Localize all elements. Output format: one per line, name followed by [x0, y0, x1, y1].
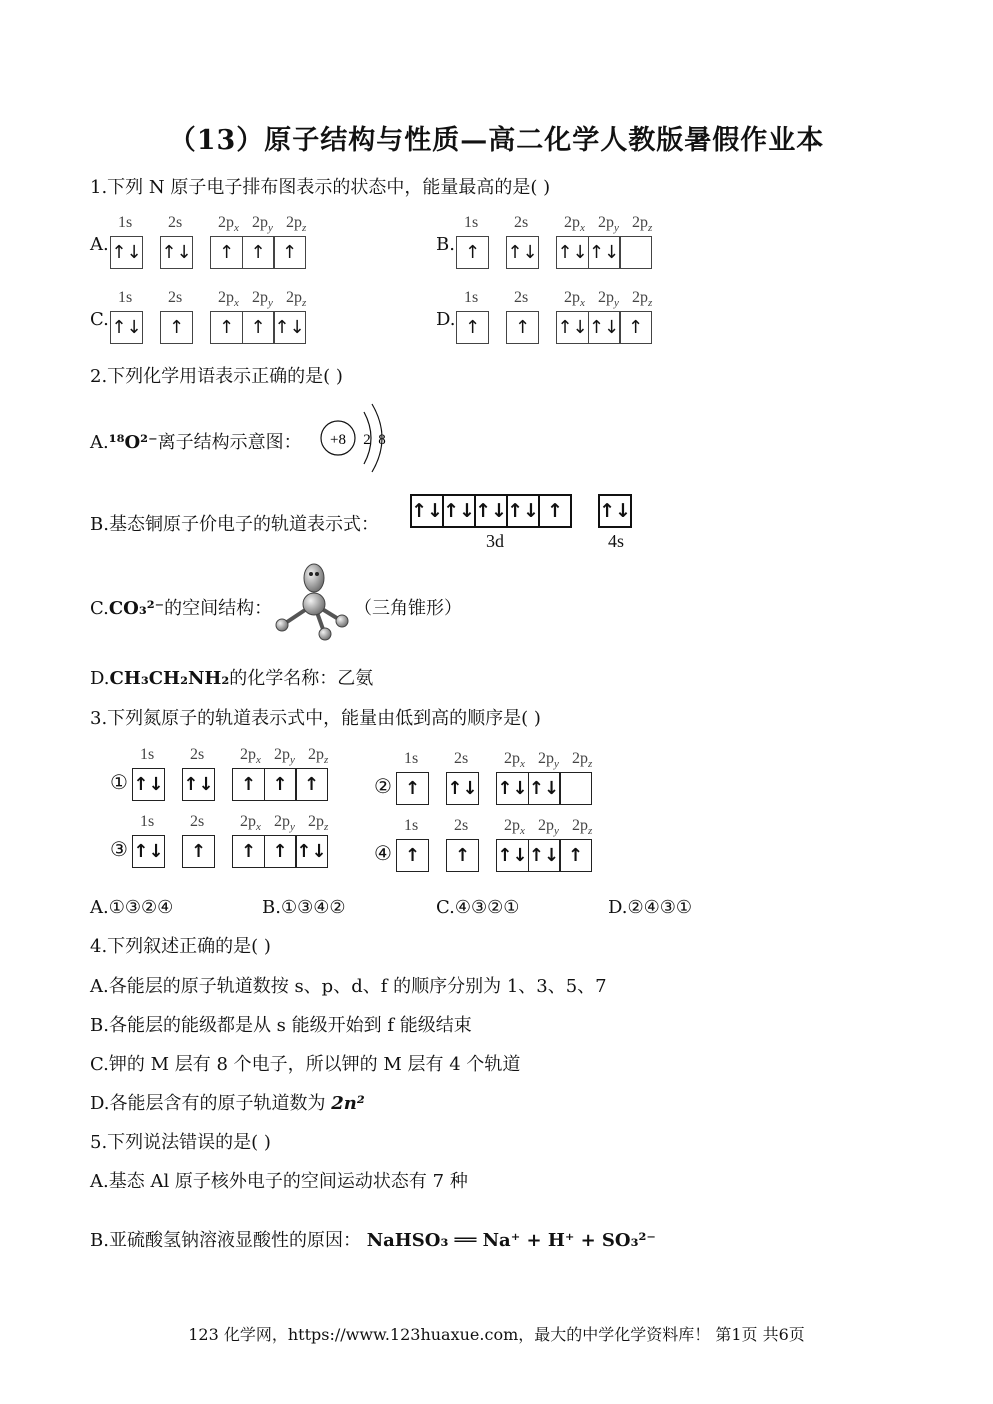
q4-option-c: C.钾的 M 层有 8 个电子，所以钾的 M 层有 4 个轨道: [90, 1054, 521, 1075]
orbital-label: [504, 750, 525, 770]
cu-3d-boxes: [410, 494, 572, 528]
orbital-group: [456, 311, 489, 344]
orbital-label-text: 1s: [404, 817, 419, 834]
orbital-group: [496, 839, 592, 872]
orbital-group: [160, 311, 193, 344]
trigonal-pyramid-model: [268, 562, 352, 644]
orbital-group: [446, 772, 479, 805]
orbital-label: [464, 289, 478, 307]
q2-stem: 2.下列化学用语表示正确的是( ): [90, 366, 343, 387]
orbital-label: [286, 289, 306, 309]
orbital-box: ↑: [396, 772, 429, 805]
shell-2-count: 8: [378, 432, 386, 448]
orbital-box: ↑: [160, 311, 193, 344]
cu-4s-boxes: [598, 494, 632, 528]
orbital-box: ↑: [210, 236, 243, 269]
orbital-box: ↑↓: [506, 236, 539, 269]
q5-option-b: [90, 1226, 656, 1252]
orbital-label: [632, 214, 652, 234]
orbital-box: ↑↓: [588, 236, 621, 269]
orbital-label-text: $2p_y$: [252, 289, 273, 310]
q3-diagram-number: ④: [374, 841, 392, 865]
orbital-label: [504, 817, 525, 837]
q3-diagram-number: ①: [110, 770, 128, 794]
orbital-label: [218, 214, 239, 234]
orbital-label: [252, 214, 273, 234]
page-footer: 123 化学网，https://www.123huaxue.com，最大的中学化学资料库！ 第1页 共6页: [188, 1325, 805, 1344]
orbital-box: ↑: [232, 768, 265, 801]
q1-option-letter: A.: [90, 234, 109, 255]
orbital-box: ↑↓: [588, 311, 621, 344]
orbital-label: [118, 214, 132, 232]
q2-c-shape: （三角锥形）: [354, 598, 462, 619]
orbital-label: [190, 746, 204, 764]
orbital-label-text: $2p_z$: [308, 746, 329, 767]
orbital-label: [538, 817, 559, 837]
q2-a-text: 离子结构示意图：: [157, 432, 302, 453]
orbital-group: [132, 768, 165, 801]
q4-d-text: D.各能层含有的原子轨道数为: [90, 1093, 326, 1114]
q1-option-letter: B.: [436, 234, 455, 255]
orbital-box: ↑: [619, 311, 652, 344]
q2-option-b: B.基态铜原子价电子的轨道表示式：: [90, 514, 379, 535]
orbital-box: ↑: [182, 835, 215, 868]
orbital-group: [506, 236, 539, 269]
orbital-group: [446, 839, 479, 872]
q4-option-a: A.各能层的原子轨道数按 s、p、d、f 的顺序分别为 1、3、5、7: [90, 976, 607, 997]
orbital-label: [286, 214, 306, 234]
orbital-box: ↑↓: [132, 835, 165, 868]
q5-b-formula: NaHSO₃ ══ Na⁺ + H⁺ + SO₃²⁻: [366, 1230, 656, 1251]
q2-d-text: 的化学名称：乙氨: [229, 668, 374, 689]
orbital-label-text: 2s: [514, 214, 529, 231]
orbital-box: ↑↓: [442, 494, 476, 528]
orbital-label: [454, 817, 468, 835]
orbital-box: ↑: [295, 768, 328, 801]
orbital-group: [232, 768, 328, 801]
q5-option-a: A.基态 Al 原子核外电子的空间运动状态有 7 种: [90, 1171, 468, 1192]
orbital-label: [538, 750, 559, 770]
q4-d-formula: 2n²: [331, 1093, 365, 1114]
orbital-label: [274, 746, 295, 766]
orbital-label: [454, 750, 468, 768]
orbital-label: [190, 813, 204, 831]
q5-b-text: B.亚硫酸氢钠溶液显酸性的原因：: [90, 1230, 361, 1251]
orbital-label: [564, 289, 585, 309]
orbital-label-text: 1s: [464, 289, 479, 306]
orbital-label: [404, 750, 418, 768]
orbital-label-text: 1s: [464, 214, 479, 231]
q1-option-letter: D.: [436, 309, 456, 330]
ion-structure-diagram: [316, 400, 396, 478]
page-title: （13）原子结构与性质—高二化学人教版暑假作业本: [168, 125, 825, 156]
nucleus-charge: +8: [330, 432, 346, 448]
orbital-label-text: $2p_z$: [632, 214, 653, 235]
orbital-label-text: $2p_x$: [218, 214, 239, 235]
orbital-label: [308, 746, 328, 766]
orbital-label: [564, 214, 585, 234]
orbital-label-text: $2p_z$: [286, 289, 307, 310]
orbital-group: [556, 236, 652, 269]
orbital-label: [308, 813, 328, 833]
orbital-box: ↑↓: [110, 311, 143, 344]
orbital-label-text: 1s: [140, 746, 155, 763]
orbital-group: [232, 835, 328, 868]
orbital-box: ↑↓: [132, 768, 165, 801]
orbital-box: ↑↓: [110, 236, 143, 269]
orbital-box: ↑↓: [410, 494, 444, 528]
q2-d-formula: CH₃CH₂NH₂: [109, 668, 230, 689]
orbital-box: ↑↓: [528, 772, 561, 805]
orbital-box: ↑: [242, 236, 275, 269]
orbital-label-text: $2p_z$: [286, 214, 307, 235]
orbital-label-text: $2p_y$: [538, 817, 559, 838]
orbital-label-text: $2p_x$: [564, 214, 585, 235]
orbital-label: [218, 289, 239, 309]
orbital-label-text: $2p_x$: [218, 289, 239, 310]
orbital-box: ↑: [456, 236, 489, 269]
orbital-label: [404, 817, 418, 835]
orbital-label: [632, 289, 652, 309]
orbital-label: [598, 289, 619, 309]
q2-c-text: 的空间结构：: [164, 598, 273, 619]
shell-1-count: 2: [363, 432, 371, 448]
q3-diagram-number: ③: [110, 837, 128, 861]
orbital-label-text: $2p_y$: [598, 214, 619, 235]
orbital-label-text: 2s: [190, 746, 205, 763]
orbital-label: [464, 214, 478, 232]
q1-stem: 1.下列 N 原子电子排布图表示的状态中，能量最高的是( ): [90, 177, 551, 198]
orbital-label: [572, 817, 592, 837]
orbital-box: ↑: [456, 311, 489, 344]
orbital-group: [396, 839, 429, 872]
orbital-label-text: $2p_x$: [504, 817, 525, 838]
orbital-label-text: $2p_x$: [504, 750, 525, 771]
orbital-group: [496, 772, 592, 805]
q3-choice-c: C.④③②①: [436, 897, 520, 918]
orbital-label-text: $2p_x$: [240, 746, 261, 767]
orbital-group: [556, 311, 652, 344]
orbital-box: ↑↓: [182, 768, 215, 801]
orbital-label-text: $2p_y$: [274, 813, 295, 834]
orbital-group: [396, 772, 429, 805]
orbital-label-text: $2p_y$: [252, 214, 273, 235]
orbital-group: [182, 768, 215, 801]
orbital-label: [274, 813, 295, 833]
orbital-group: [506, 311, 539, 344]
orbital-box: ↑↓: [496, 772, 529, 805]
orbital-box: ↑↓: [506, 494, 540, 528]
orbital-group: [210, 311, 306, 344]
q4-option-b: B.各能层的能级都是从 s 能级开始到 f 能级结束: [90, 1015, 472, 1036]
orbital-box: [619, 236, 652, 269]
orbital-box: ↑: [264, 835, 297, 868]
orbital-label-text: 1s: [404, 750, 419, 767]
q2-c-formula: CO₃²⁻: [108, 598, 165, 619]
orbital-box: ↑: [538, 494, 572, 528]
orbital-label-text: $2p_y$: [598, 289, 619, 310]
q2-option-c: [90, 594, 272, 620]
orbital-group: [132, 835, 165, 868]
orbital-label: [514, 214, 528, 232]
q2-d-prefix: D.: [90, 668, 110, 689]
orbital-label: [168, 289, 182, 307]
orbital-label: [140, 746, 154, 764]
orbital-box: ↑↓: [496, 839, 529, 872]
orbital-group: [110, 236, 143, 269]
orbital-label-text: 2s: [454, 817, 469, 834]
orbital-label-text: $2p_z$: [632, 289, 653, 310]
orbital-box: ↑↓: [528, 839, 561, 872]
orbital-label-text: $2p_z$: [572, 750, 593, 771]
orbital-box: ↑: [396, 839, 429, 872]
orbital-label-text: $2p_z$: [308, 813, 329, 834]
q2-option-d: [90, 664, 373, 690]
orbital-label: [240, 813, 261, 833]
orbital-box: ↑: [506, 311, 539, 344]
orbital-group: [456, 236, 489, 269]
orbital-label-text: 1s: [118, 289, 133, 306]
orbital-box: ↑↓: [295, 835, 328, 868]
q2-a-formula: ¹⁸O²⁻: [108, 432, 158, 453]
orbital-group: [210, 236, 306, 269]
q3-stem: 3.下列氮原子的轨道表示式中，能量由低到高的顺序是( ): [90, 708, 541, 729]
orbital-label-text: 2s: [454, 750, 469, 767]
label-4s: 4s: [608, 531, 625, 551]
orbital-box: ↑↓: [556, 236, 589, 269]
q3-choice-a: A.①③②④: [90, 897, 174, 918]
orbital-box: ↑: [446, 839, 479, 872]
q2-a-prefix: A.: [90, 432, 109, 453]
orbital-label: [598, 214, 619, 234]
q4-option-d: [90, 1089, 365, 1115]
orbital-box: ↑: [232, 835, 265, 868]
orbital-box: ↑↓: [160, 236, 193, 269]
q4-stem: 4.下列叙述正确的是( ): [90, 936, 271, 957]
orbital-label-text: 1s: [140, 813, 155, 830]
orbital-label: [240, 746, 261, 766]
orbital-group: [110, 311, 143, 344]
orbital-label-text: $2p_z$: [572, 817, 593, 838]
orbital-label: [252, 289, 273, 309]
label-3d: 3d: [486, 531, 504, 551]
orbital-box: ↑↓: [273, 311, 306, 344]
orbital-label-text: $2p_y$: [274, 746, 295, 767]
orbital-label-text: $2p_x$: [240, 813, 261, 834]
orbital-label-text: 2s: [514, 289, 529, 306]
orbital-box: ↑: [210, 311, 243, 344]
orbital-box: [559, 772, 592, 805]
q5-stem: 5.下列说法错误的是( ): [90, 1132, 271, 1153]
q2-option-a: [90, 428, 302, 454]
q2-c-prefix: C.: [90, 598, 109, 619]
orbital-label-text: 2s: [168, 214, 183, 231]
orbital-box: ↑↓: [474, 494, 508, 528]
orbital-box: ↑↓: [446, 772, 479, 805]
orbital-label-text: $2p_y$: [538, 750, 559, 771]
orbital-box: ↑↓: [556, 311, 589, 344]
orbital-label-text: $2p_x$: [564, 289, 585, 310]
orbital-label: [140, 813, 154, 831]
orbital-box: ↑: [264, 768, 297, 801]
orbital-box: ↑: [242, 311, 275, 344]
orbital-label: [514, 289, 528, 307]
orbital-group: [160, 236, 193, 269]
orbital-label: [168, 214, 182, 232]
q1-option-letter: C.: [90, 309, 109, 330]
orbital-group: [182, 835, 215, 868]
orbital-box: ↑: [559, 839, 592, 872]
orbital-box: ↑: [273, 236, 306, 269]
q3-diagram-number: ②: [374, 774, 392, 798]
orbital-label-text: 1s: [118, 214, 133, 231]
orbital-label-text: 2s: [168, 289, 183, 306]
orbital-box: ↑↓: [598, 494, 632, 528]
orbital-label: [118, 289, 132, 307]
q3-choice-b: B.①③④②: [262, 897, 346, 918]
q3-choice-d: D.②④③①: [608, 897, 693, 918]
orbital-label: [572, 750, 592, 770]
orbital-label-text: 2s: [190, 813, 205, 830]
